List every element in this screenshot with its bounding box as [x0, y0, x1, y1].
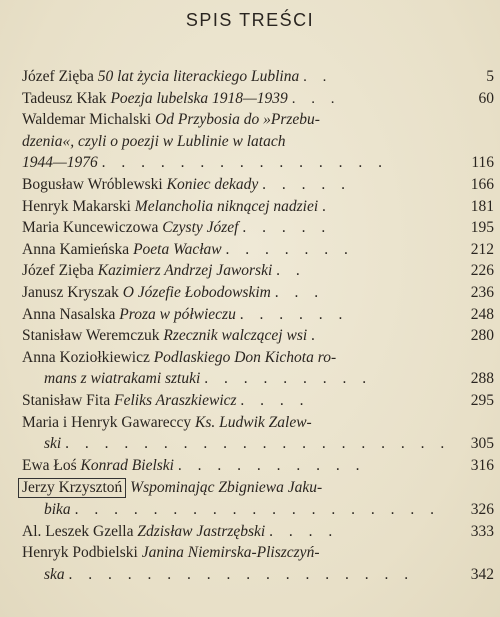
table-of-contents	[22, 66, 494, 586]
entry-title-continued: mans z wiatrakami sztuki	[44, 370, 201, 388]
entry-page: 236	[470, 283, 494, 301]
toc-entry-continuation: 1944—1976 . . . . . . . . . . . . . . . 116	[22, 152, 494, 174]
toc-entry: Anna Kamieńska Poeta Wacław . . . . . . . 212	[22, 239, 494, 261]
entry-title-continued: bika	[44, 501, 71, 519]
entry-title-continued: ska	[44, 566, 65, 584]
entry-author: Stanisław Weremczuk	[22, 327, 160, 345]
entry-author: Tadeusz Kłak	[22, 89, 107, 107]
entry-page: 5	[486, 68, 494, 85]
entry-title: Janina Niemirska-Pliszczyń-	[141, 544, 320, 562]
entry-title-continued: ski	[44, 435, 62, 453]
entry-title: Kazimierz Andrzej Jaworski	[97, 262, 273, 280]
toc-entry: Anna Nasalska Proza w półwieczu . . . . . . 248	[22, 304, 494, 326]
toc-entry	[22, 412, 494, 434]
entry-author: Maria i Henryk Gawareccy	[22, 413, 192, 431]
page-title: SPIS TREŚCI	[185, 10, 315, 30]
toc-entry: Al. Leszek Gzella Zdzisław Jastrzębski . . . . 333	[22, 521, 494, 543]
entry-page: 248	[470, 305, 494, 323]
entry-author: Józef Zięba	[22, 68, 94, 85]
entry-page: 181	[470, 197, 494, 215]
entry-page: 280	[470, 327, 494, 345]
entry-author: Anna Kamieńska	[22, 240, 130, 258]
entry-title: Rzecznik walczącej wsi	[163, 327, 308, 345]
entry-author: Józef Zięba	[22, 262, 94, 280]
toc-entry-continuation	[22, 131, 494, 153]
toc-entry: Tadeusz Kłak Poezja lubelska 1918—1939 . . . 60	[22, 88, 494, 110]
toc-entry-continuation: mans z wiatrakami sztuki . . . . . . . . . 288	[22, 368, 494, 390]
toc-entry-continuation: ska . . . . . . . . . . . . . . . . . . 342	[22, 564, 494, 586]
toc-entry: Maria Kuncewiczowa Czysty Józef . . . . . 195	[22, 217, 494, 239]
toc-entry: Janusz Kryszak O Józefie Łobodowskim . . . 236	[22, 282, 494, 304]
entry-page: 316	[470, 456, 494, 474]
entry-author-boxed: Jerzy Krzysztoń	[18, 478, 126, 498]
toc-entry-continuation: ski . . . . . . . . . . . . . . . . . . . . 305	[22, 433, 494, 455]
toc-entry: Stanisław Fita Feliks Araszkiewicz . . . . 295	[22, 390, 494, 412]
entry-title: 50 lat życia literackiego Lublina	[97, 68, 300, 85]
entry-title: Konrad Bielski	[80, 456, 174, 474]
entry-author: Henryk Podbielski	[22, 544, 138, 562]
entry-author: Anna Koziołkiewicz	[22, 348, 150, 366]
toc-entry: Bogusław Wróblewski Koniec dekady . . . . . 166	[22, 174, 494, 196]
entry-page: 326	[470, 501, 494, 519]
toc-entry	[22, 109, 494, 131]
toc-entry: Stanisław Weremczuk Rzecznik walczącej wsi . 280	[22, 325, 494, 347]
entry-title: Koniec dekady	[166, 175, 259, 193]
entry-page: 342	[470, 566, 494, 584]
entry-title: Czysty Józef	[162, 219, 239, 237]
entry-author: Stanisław Fita	[22, 391, 111, 409]
entry-author: Janusz Kryszak	[22, 283, 119, 301]
entry-page: 60	[478, 89, 494, 107]
toc-entry-continuation: bika . . . . . . . . . . . . . . . . . . . 326	[22, 499, 494, 521]
toc-entry: Józef Zięba Kazimierz Andrzej Jaworski . . 226	[22, 260, 494, 282]
entry-author: Maria Kuncewiczowa	[22, 219, 159, 237]
toc-entry: Henryk Makarski Melancholia niknącej nadziei . 181	[22, 196, 494, 218]
entry-title: Od Przybosia do »Przebu-	[155, 111, 320, 129]
entry-title: Poeta Wacław	[133, 240, 222, 258]
entry-title: Poezja lubelska 1918—1939	[110, 89, 288, 107]
entry-author: Bogusław Wróblewski	[22, 175, 163, 193]
entry-page: 333	[470, 522, 494, 540]
entry-title-continued: 1944—1976	[22, 154, 98, 172]
toc-entry	[22, 476, 494, 499]
entry-title: Ks. Ludwik Zalew-	[195, 413, 312, 431]
entry-author: Ewa Łoś	[22, 456, 77, 474]
entry-author: Henryk Makarski	[22, 197, 131, 215]
entry-page: 305	[470, 435, 494, 453]
entry-title: Zdzisław Jastrzębski	[137, 522, 266, 540]
entry-author: Anna Nasalska	[22, 305, 116, 323]
entry-page: 226	[470, 262, 494, 280]
entry-title: O Józefie Łobodowskim	[122, 283, 271, 301]
entry-title: Melancholia niknącej nadziei	[134, 197, 319, 215]
entry-page: 116	[471, 154, 494, 172]
entry-page: 295	[470, 391, 494, 409]
toc-entry	[22, 347, 494, 369]
entry-title: Wspominając Zbigniewa Jaku-	[130, 479, 323, 497]
entry-page: 195	[470, 219, 494, 237]
entry-page: 166	[470, 175, 494, 193]
toc-entry: Ewa Łoś Konrad Bielski . . . . . . . . . . 316	[22, 455, 494, 477]
entry-title: Proza w półwieczu	[119, 305, 236, 323]
entry-title-continued: dzenia«, czyli o poezji w Lublinie w latach	[22, 132, 286, 150]
entry-title: Feliks Araszkiewicz	[114, 391, 237, 409]
entry-page: 288	[470, 370, 494, 388]
toc-entry	[22, 542, 494, 564]
entry-title: Podlaskiego Don Kichota ro-	[153, 348, 337, 366]
toc-entry: Józef Zięba 50 lat życia literackiego Lublina . . 5	[22, 66, 494, 88]
entry-author: Al. Leszek Gzella	[22, 522, 134, 540]
entry-author: Waldemar Michalski	[22, 111, 152, 129]
entry-page: 212	[470, 240, 494, 258]
